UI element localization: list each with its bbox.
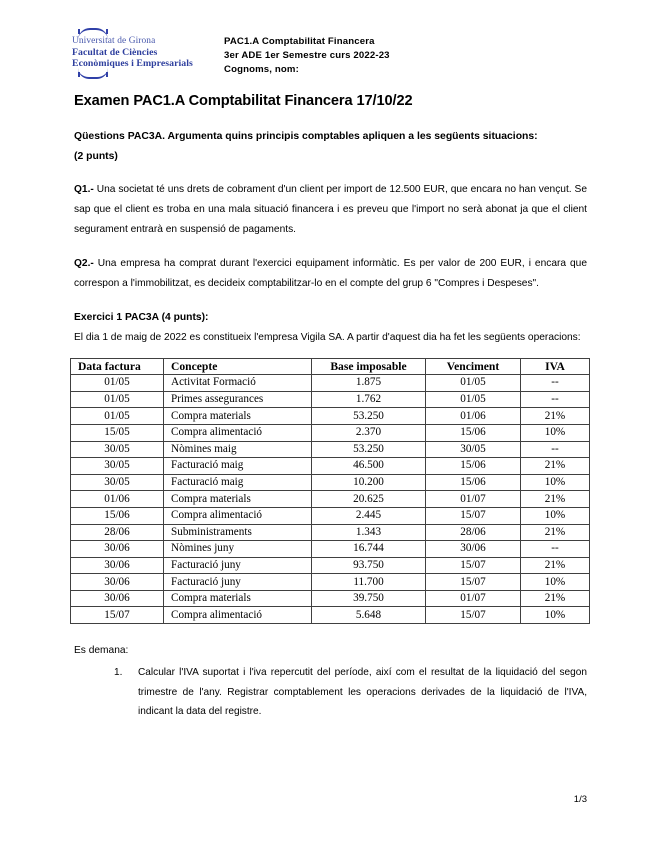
cell-venciment: 01/05: [426, 391, 521, 408]
cell-base-imposable: 53.250: [312, 408, 426, 425]
table-row: [71, 375, 590, 392]
cell-iva: 21%: [521, 408, 590, 425]
cell-data-factura: 15/07: [71, 607, 164, 624]
cell-venciment: 15/07: [426, 607, 521, 624]
cell-iva: --: [521, 441, 590, 458]
cell-venciment: 01/06: [426, 408, 521, 425]
cell-base-imposable: 39.750: [312, 590, 426, 607]
cell-iva: --: [521, 391, 590, 408]
document-content: [74, 92, 587, 722]
es-demana-list: [74, 663, 587, 722]
cell-iva: 21%: [521, 491, 590, 508]
cell-base-imposable: 1.343: [312, 524, 426, 541]
cell-base-imposable: 53.250: [312, 441, 426, 458]
logo-bracket-top-icon: [78, 28, 108, 35]
cell-concepte: Compra alimentació: [164, 607, 312, 624]
cell-venciment: 30/06: [426, 541, 521, 558]
cell-data-factura: 28/06: [71, 524, 164, 541]
cell-data-factura: 01/06: [71, 491, 164, 508]
cell-concepte: Nòmines maig: [164, 441, 312, 458]
table-row: [71, 590, 590, 607]
cell-venciment: 01/05: [426, 375, 521, 392]
question-2: [74, 254, 587, 294]
cell-data-factura: 01/05: [71, 408, 164, 425]
table-row: [71, 491, 590, 508]
cell-iva: 21%: [521, 557, 590, 574]
questions-intro: [74, 127, 587, 166]
header-student-name-field: Cognoms, nom:: [224, 64, 299, 76]
cell-iva: 10%: [521, 574, 590, 591]
university-logo: [72, 28, 212, 80]
operations-table: [70, 358, 590, 625]
table-row: [71, 557, 590, 574]
cell-venciment: 01/07: [426, 491, 521, 508]
table-row: [71, 607, 590, 624]
cell-base-imposable: 46.500: [312, 458, 426, 475]
cell-iva: 21%: [521, 590, 590, 607]
cell-base-imposable: 1.875: [312, 375, 426, 392]
cell-venciment: 15/06: [426, 424, 521, 441]
questions-intro-points: (2 punts): [74, 150, 118, 162]
cell-data-factura: 15/05: [71, 424, 164, 441]
list-item: Calcular l'IVA suportat i l'iva repercutit del període, així com el resultat de la liquidació del segon trimestre de l'any. Registrar comptablement les operacions derivades de la liquidació de l'IVA, indicant la data del registre.: [138, 667, 587, 718]
cell-concepte: Compra materials: [164, 491, 312, 508]
cell-concepte: Compra alimentació: [164, 424, 312, 441]
column-header-data-factura: Data factura: [71, 358, 164, 375]
cell-concepte: Activitat Formació: [164, 375, 312, 392]
question-2-text: Una empresa ha comprat durant l'exercici equipament informàtic. Es per valor de 200 EUR, i encara que correspon a l'immobilitzat, es decideix comptabilitzar-lo en el compte del grup 6 "Compres i Despeses".: [74, 258, 587, 290]
cell-iva: --: [521, 541, 590, 558]
cell-iva: 21%: [521, 458, 590, 475]
cell-data-factura: 30/06: [71, 574, 164, 591]
cell-base-imposable: 1.762: [312, 391, 426, 408]
cell-concepte: Facturació juny: [164, 574, 312, 591]
column-header-venciment: Venciment: [426, 358, 521, 375]
header-metadata: [224, 35, 390, 78]
cell-concepte: Subministraments: [164, 524, 312, 541]
table-row: [71, 391, 590, 408]
logo-faculty-line1: Facultat de Ciències: [72, 47, 158, 58]
cell-iva: --: [521, 375, 590, 392]
cell-concepte: Compra materials: [164, 590, 312, 607]
cell-iva: 21%: [521, 524, 590, 541]
cell-base-imposable: 11.700: [312, 574, 426, 591]
cell-data-factura: 01/05: [71, 391, 164, 408]
cell-venciment: 15/06: [426, 458, 521, 475]
page-number: 1/3: [573, 794, 587, 805]
exercise-title: Exercici 1 PAC3A (4 punts):: [74, 311, 209, 323]
es-demana-label: Es demana:: [74, 645, 129, 657]
cell-data-factura: 30/05: [71, 441, 164, 458]
cell-concepte: Facturació maig: [164, 458, 312, 475]
cell-concepte: Primes assegurances: [164, 391, 312, 408]
cell-data-factura: 30/05: [71, 474, 164, 491]
header-course-title: PAC1.A Comptabilitat Financera: [224, 36, 375, 47]
table-row: [71, 474, 590, 491]
question-1: [74, 180, 587, 239]
cell-base-imposable: 2.370: [312, 424, 426, 441]
cell-venciment: 28/06: [426, 524, 521, 541]
column-header-base-imposable: Base imposable: [312, 358, 426, 375]
cell-concepte: Facturació juny: [164, 557, 312, 574]
cell-venciment: 15/07: [426, 574, 521, 591]
table-row: [71, 524, 590, 541]
questions-intro-line1: Qüestions PAC3A. Argumenta quins principis comptables apliquen a les següents situacions:: [74, 131, 538, 142]
table-row: [71, 458, 590, 475]
cell-iva: 10%: [521, 507, 590, 524]
cell-concepte: Compra alimentació: [164, 507, 312, 524]
exercise-body: El dia 1 de maig de 2022 es constitueix l'empresa Vigila SA. A partir d'aquest dia ha fet les següents operacions:: [74, 331, 581, 343]
table-row: [71, 507, 590, 524]
logo-faculty-line2: Econòmiques i Empresarials: [72, 58, 193, 70]
cell-base-imposable: 20.625: [312, 491, 426, 508]
cell-data-factura: 30/05: [71, 458, 164, 475]
table-row: [71, 408, 590, 425]
question-1-text: Una societat té uns drets de cobrament d'un client per import de 12.500 EUR, que encara no han vençut. Se sap que el client es troba en una mala situació financera i es preveu que l'import no serà abonat ja que el client segurament entrarà en suspensió de pagaments.: [74, 184, 587, 235]
table-row: [71, 541, 590, 558]
cell-base-imposable: 2.445: [312, 507, 426, 524]
cell-venciment: 15/06: [426, 474, 521, 491]
table-row: [71, 424, 590, 441]
logo-university-name: Universitat de Girona: [72, 36, 156, 46]
cell-iva: 10%: [521, 607, 590, 624]
cell-venciment: 15/07: [426, 557, 521, 574]
operations-table-body: [71, 375, 590, 624]
cell-concepte: Compra materials: [164, 408, 312, 425]
cell-venciment: 01/07: [426, 590, 521, 607]
cell-data-factura: 01/05: [71, 375, 164, 392]
cell-concepte: Nòmines juny: [164, 541, 312, 558]
column-header-concepte: Concepte: [164, 358, 312, 375]
cell-venciment: 30/05: [426, 441, 521, 458]
cell-base-imposable: 16.744: [312, 541, 426, 558]
table-header-row: [71, 358, 590, 375]
cell-data-factura: 30/06: [71, 590, 164, 607]
cell-data-factura: 15/06: [71, 507, 164, 524]
column-header-iva: IVA: [521, 358, 590, 375]
table-row: [71, 574, 590, 591]
cell-data-factura: 30/06: [71, 541, 164, 558]
header-course-details: 3er ADE 1er Semestre curs 2022-23: [224, 50, 390, 62]
cell-venciment: 15/07: [426, 507, 521, 524]
logo-bracket-bottom-icon: [78, 72, 108, 80]
cell-concepte: Facturació maig: [164, 474, 312, 491]
cell-iva: 10%: [521, 474, 590, 491]
cell-base-imposable: 93.750: [312, 557, 426, 574]
document-header: [0, 28, 655, 90]
question-2-label: Q2.-: [74, 258, 94, 270]
question-1-label: Q1.-: [74, 184, 94, 195]
table-row: [71, 441, 590, 458]
cell-data-factura: 30/06: [71, 557, 164, 574]
cell-iva: 10%: [521, 424, 590, 441]
cell-base-imposable: 5.648: [312, 607, 426, 624]
cell-base-imposable: 10.200: [312, 474, 426, 491]
page-title: Examen PAC1.A Comptabilitat Financera 17/10/22: [74, 93, 413, 109]
